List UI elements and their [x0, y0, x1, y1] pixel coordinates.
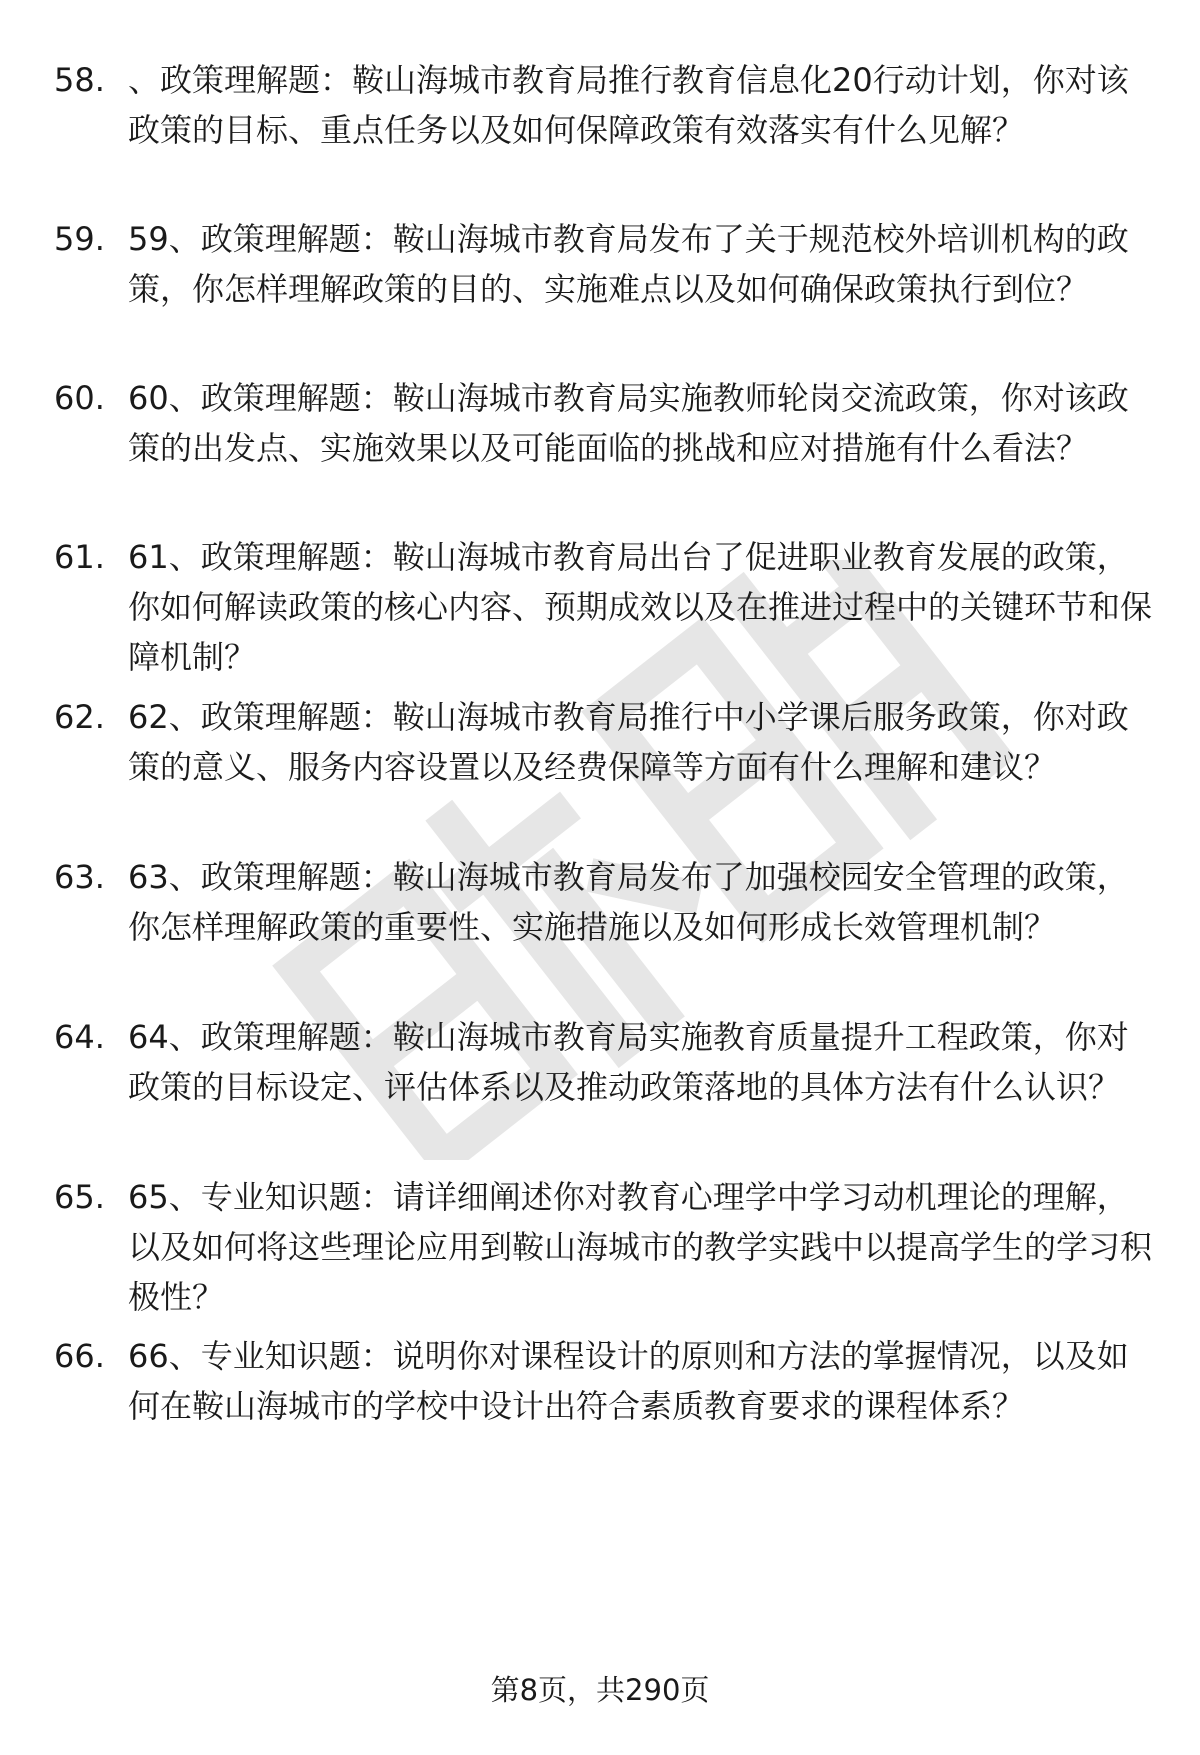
question-text: 、政策理解题：鞍山海城市教育局推行教育信息化20行动计划，你对该政策的目标、重点任务以及如何保障政策有效落实有什么见解？: [128, 61, 1129, 149]
question-text: 65、专业知识题：请详细阐述你对教育心理学中学习动机理论的理解，以及如何将这些理论应用到鞍山海城市的教学实践中以提高学生的学习积极性？: [128, 1178, 1153, 1316]
question-text: 60、政策理解题：鞍山海城市教育局实施教师轮岗交流政策，你对该政策的出发点、实施效果以及可能面临的挑战和应对措施有什么看法？: [128, 379, 1129, 467]
question-number: 59.: [54, 220, 105, 258]
question-text: 59、政策理解题：鞍山海城市教育局发布了关于规范校外培训机构的政策，你怎样理解政策的目的、实施难点以及如何确保政策执行到位？: [128, 220, 1129, 308]
question-number: 66.: [54, 1337, 105, 1375]
question-number: 64.: [54, 1018, 105, 1056]
question-text: 64、政策理解题：鞍山海城市教育局实施教育质量提升工程政策，你对政策的目标设定、评估体系以及推动政策落地的具体方法有什么认识？: [128, 1018, 1129, 1106]
question-number: 60.: [54, 379, 105, 417]
question-number: 58.: [54, 61, 105, 99]
page-number: 第8页，共290页: [490, 1673, 710, 1707]
question-number: 65.: [54, 1178, 105, 1216]
question-text: 63、政策理解题：鞍山海城市教育局发布了加强校园安全管理的政策，你怎样理解政策的重要性、实施措施以及如何形成长效管理机制？: [128, 858, 1129, 946]
question-number: 63.: [54, 858, 105, 896]
question-number: 61.: [54, 538, 105, 576]
question-text: 61、政策理解题：鞍山海城市教育局出台了促进职业教育发展的政策，你如何解读政策的核心内容、预期成效以及在推进过程中的关键环节和保障机制？: [128, 538, 1153, 676]
question-text: 66、专业知识题：说明你对课程设计的原则和方法的掌握情况，以及如何在鞍山海城市的学校中设计出符合素质教育要求的课程体系？: [128, 1337, 1129, 1425]
question-text: 62、政策理解题：鞍山海城市教育局推行中小学课后服务政策，你对政策的意义、服务内容设置以及经费保障等方面有什么理解和建议？: [128, 698, 1129, 786]
question-number: 62.: [54, 698, 105, 736]
